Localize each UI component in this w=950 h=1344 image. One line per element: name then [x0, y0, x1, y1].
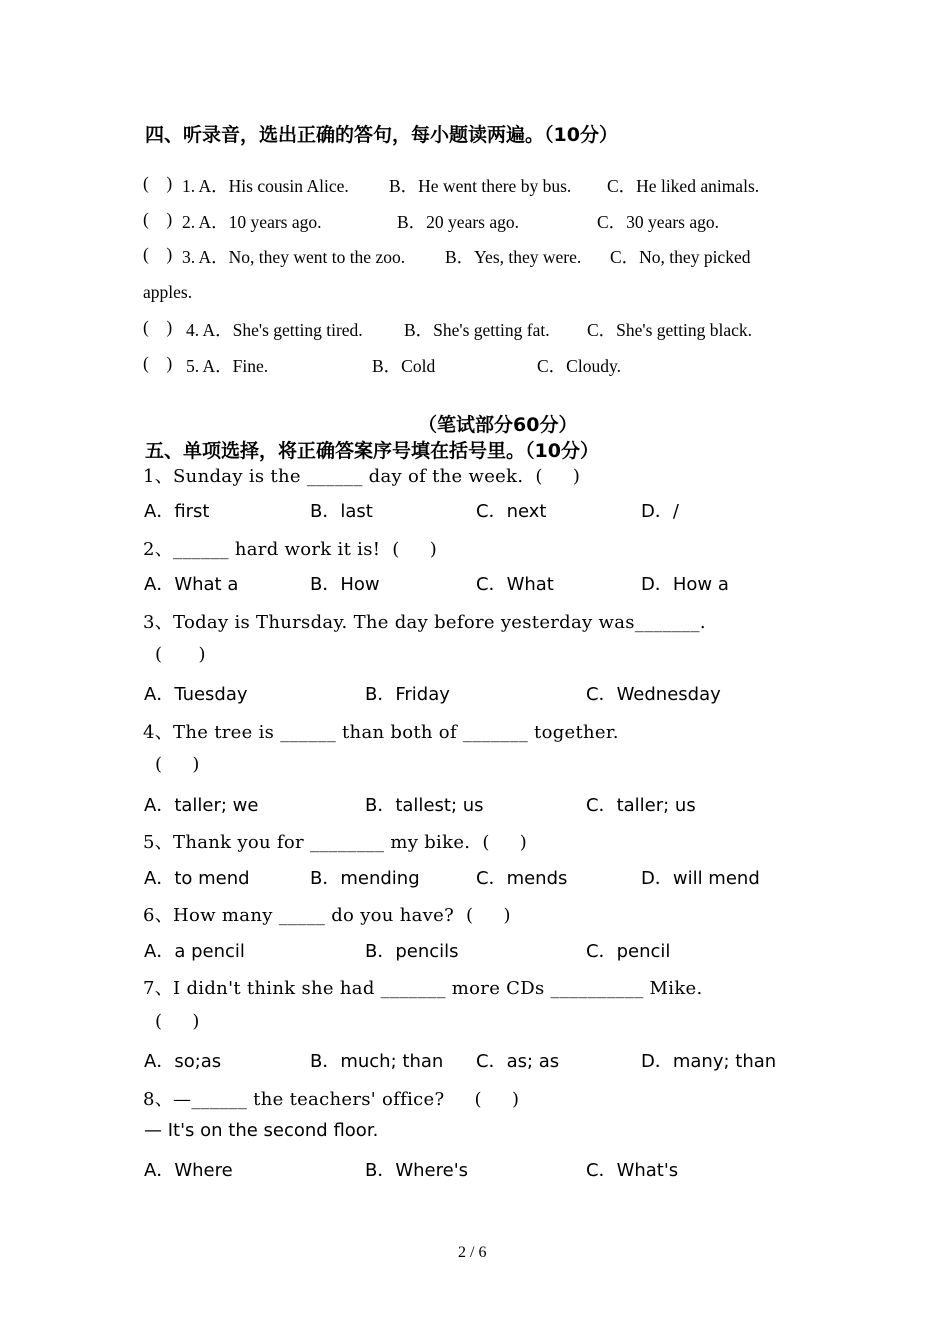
- answer-bracket[interactable]: ( ): [155, 644, 206, 665]
- option-c: C．She's getting black.: [587, 320, 753, 340]
- option-c: C．30 years ago.: [597, 212, 719, 232]
- option-a: 4. A．She's getting tired.: [186, 320, 363, 340]
- option-b: B．She's getting fat.: [404, 320, 550, 340]
- option-b: B．tallest; us: [365, 795, 484, 816]
- option-b: B．Yes, they were.: [445, 247, 582, 267]
- answer-bracket[interactable]: ( ): [155, 754, 200, 775]
- option-a: A．What a: [144, 574, 239, 595]
- option-b: B．last: [310, 501, 373, 522]
- option-a: A．so;as: [144, 1051, 222, 1072]
- section4-title: 四、听录音，选出正确的答句，每小题读两遍。（10分）: [145, 124, 618, 146]
- answer-bracket[interactable]: ( ): [155, 1011, 200, 1032]
- option-a: 1. A．His cousin Alice.: [182, 176, 349, 196]
- written-part-heading: （笔试部分60分）: [418, 414, 578, 436]
- option-b: B．pencils: [365, 941, 459, 962]
- option-c: C．He liked animals.: [607, 176, 760, 196]
- question-text: 8、—______ the teachers' office? ( ): [143, 1089, 520, 1110]
- option-c: C．taller; us: [586, 795, 696, 816]
- page-number: 2 / 6: [458, 1244, 487, 1261]
- option-c: C．mends: [476, 868, 568, 889]
- option-b: B．Cold: [372, 356, 436, 376]
- answer-bracket[interactable]: ( ): [143, 353, 173, 373]
- option-a: A．Where: [144, 1160, 233, 1181]
- answer-bracket[interactable]: ( ): [143, 317, 173, 337]
- answer-bracket[interactable]: ( ): [143, 244, 173, 264]
- answer-bracket[interactable]: ( ): [143, 209, 173, 229]
- option-b: B．How: [310, 574, 380, 595]
- option-b: B．Friday: [365, 684, 450, 705]
- option-a: 2. A．10 years ago.: [182, 212, 322, 232]
- option-c: C．as; as: [476, 1051, 560, 1072]
- option-c-continued: apples.: [143, 282, 193, 302]
- option-a: 5. A．Fine.: [186, 356, 269, 376]
- option-b: B．He went there by bus.: [389, 176, 572, 196]
- option-a: A．first: [144, 501, 210, 522]
- option-a: A．Tuesday: [144, 684, 248, 705]
- question-text: 4、The tree is ______ than both of _______ together.: [143, 722, 619, 743]
- section5-title: 五、单项选择，将正确答案序号填在括号里。（10分）: [145, 440, 599, 462]
- option-a: A．a pencil: [144, 941, 245, 962]
- option-a: A．taller; we: [144, 795, 259, 816]
- option-c: C．next: [476, 501, 547, 522]
- question-text: 7、I didn't think she had _______ more CDs __________ Mike.: [143, 978, 703, 999]
- option-c: C．What: [476, 574, 554, 595]
- option-b: B．mending: [310, 868, 420, 889]
- option-d: D．How a: [641, 574, 729, 595]
- option-a: 3. A．No, they went to the zoo.: [182, 247, 406, 267]
- option-d: D．/: [641, 501, 679, 522]
- option-c: C．Wednesday: [586, 684, 721, 705]
- question-text: 3、Today is Thursday. The day before yesterday was_______.: [143, 612, 706, 633]
- answer-bracket[interactable]: ( ): [143, 173, 173, 193]
- option-b: B．much; than: [310, 1051, 444, 1072]
- option-b: B．20 years ago.: [397, 212, 519, 232]
- option-d: D．will mend: [641, 868, 760, 889]
- option-c: C．pencil: [586, 941, 671, 962]
- option-c: C．What's: [586, 1160, 679, 1181]
- option-b: B．Where's: [365, 1160, 469, 1181]
- option-c: C．No, they picked: [610, 247, 751, 267]
- option-a: A．to mend: [144, 868, 250, 889]
- question-text: 5、Thank you for ________ my bike. ( ): [143, 832, 528, 853]
- question-text: 2、______ hard work it is! ( ): [143, 539, 438, 560]
- option-c: C．Cloudy.: [537, 356, 621, 376]
- question-text: 1、Sunday is the ______ day of the week. ( ): [143, 466, 581, 487]
- question-text: 6、How many _____ do you have? ( ): [143, 905, 511, 926]
- answer-line: — It's on the second floor.: [144, 1120, 379, 1141]
- option-d: D．many; than: [641, 1051, 777, 1072]
